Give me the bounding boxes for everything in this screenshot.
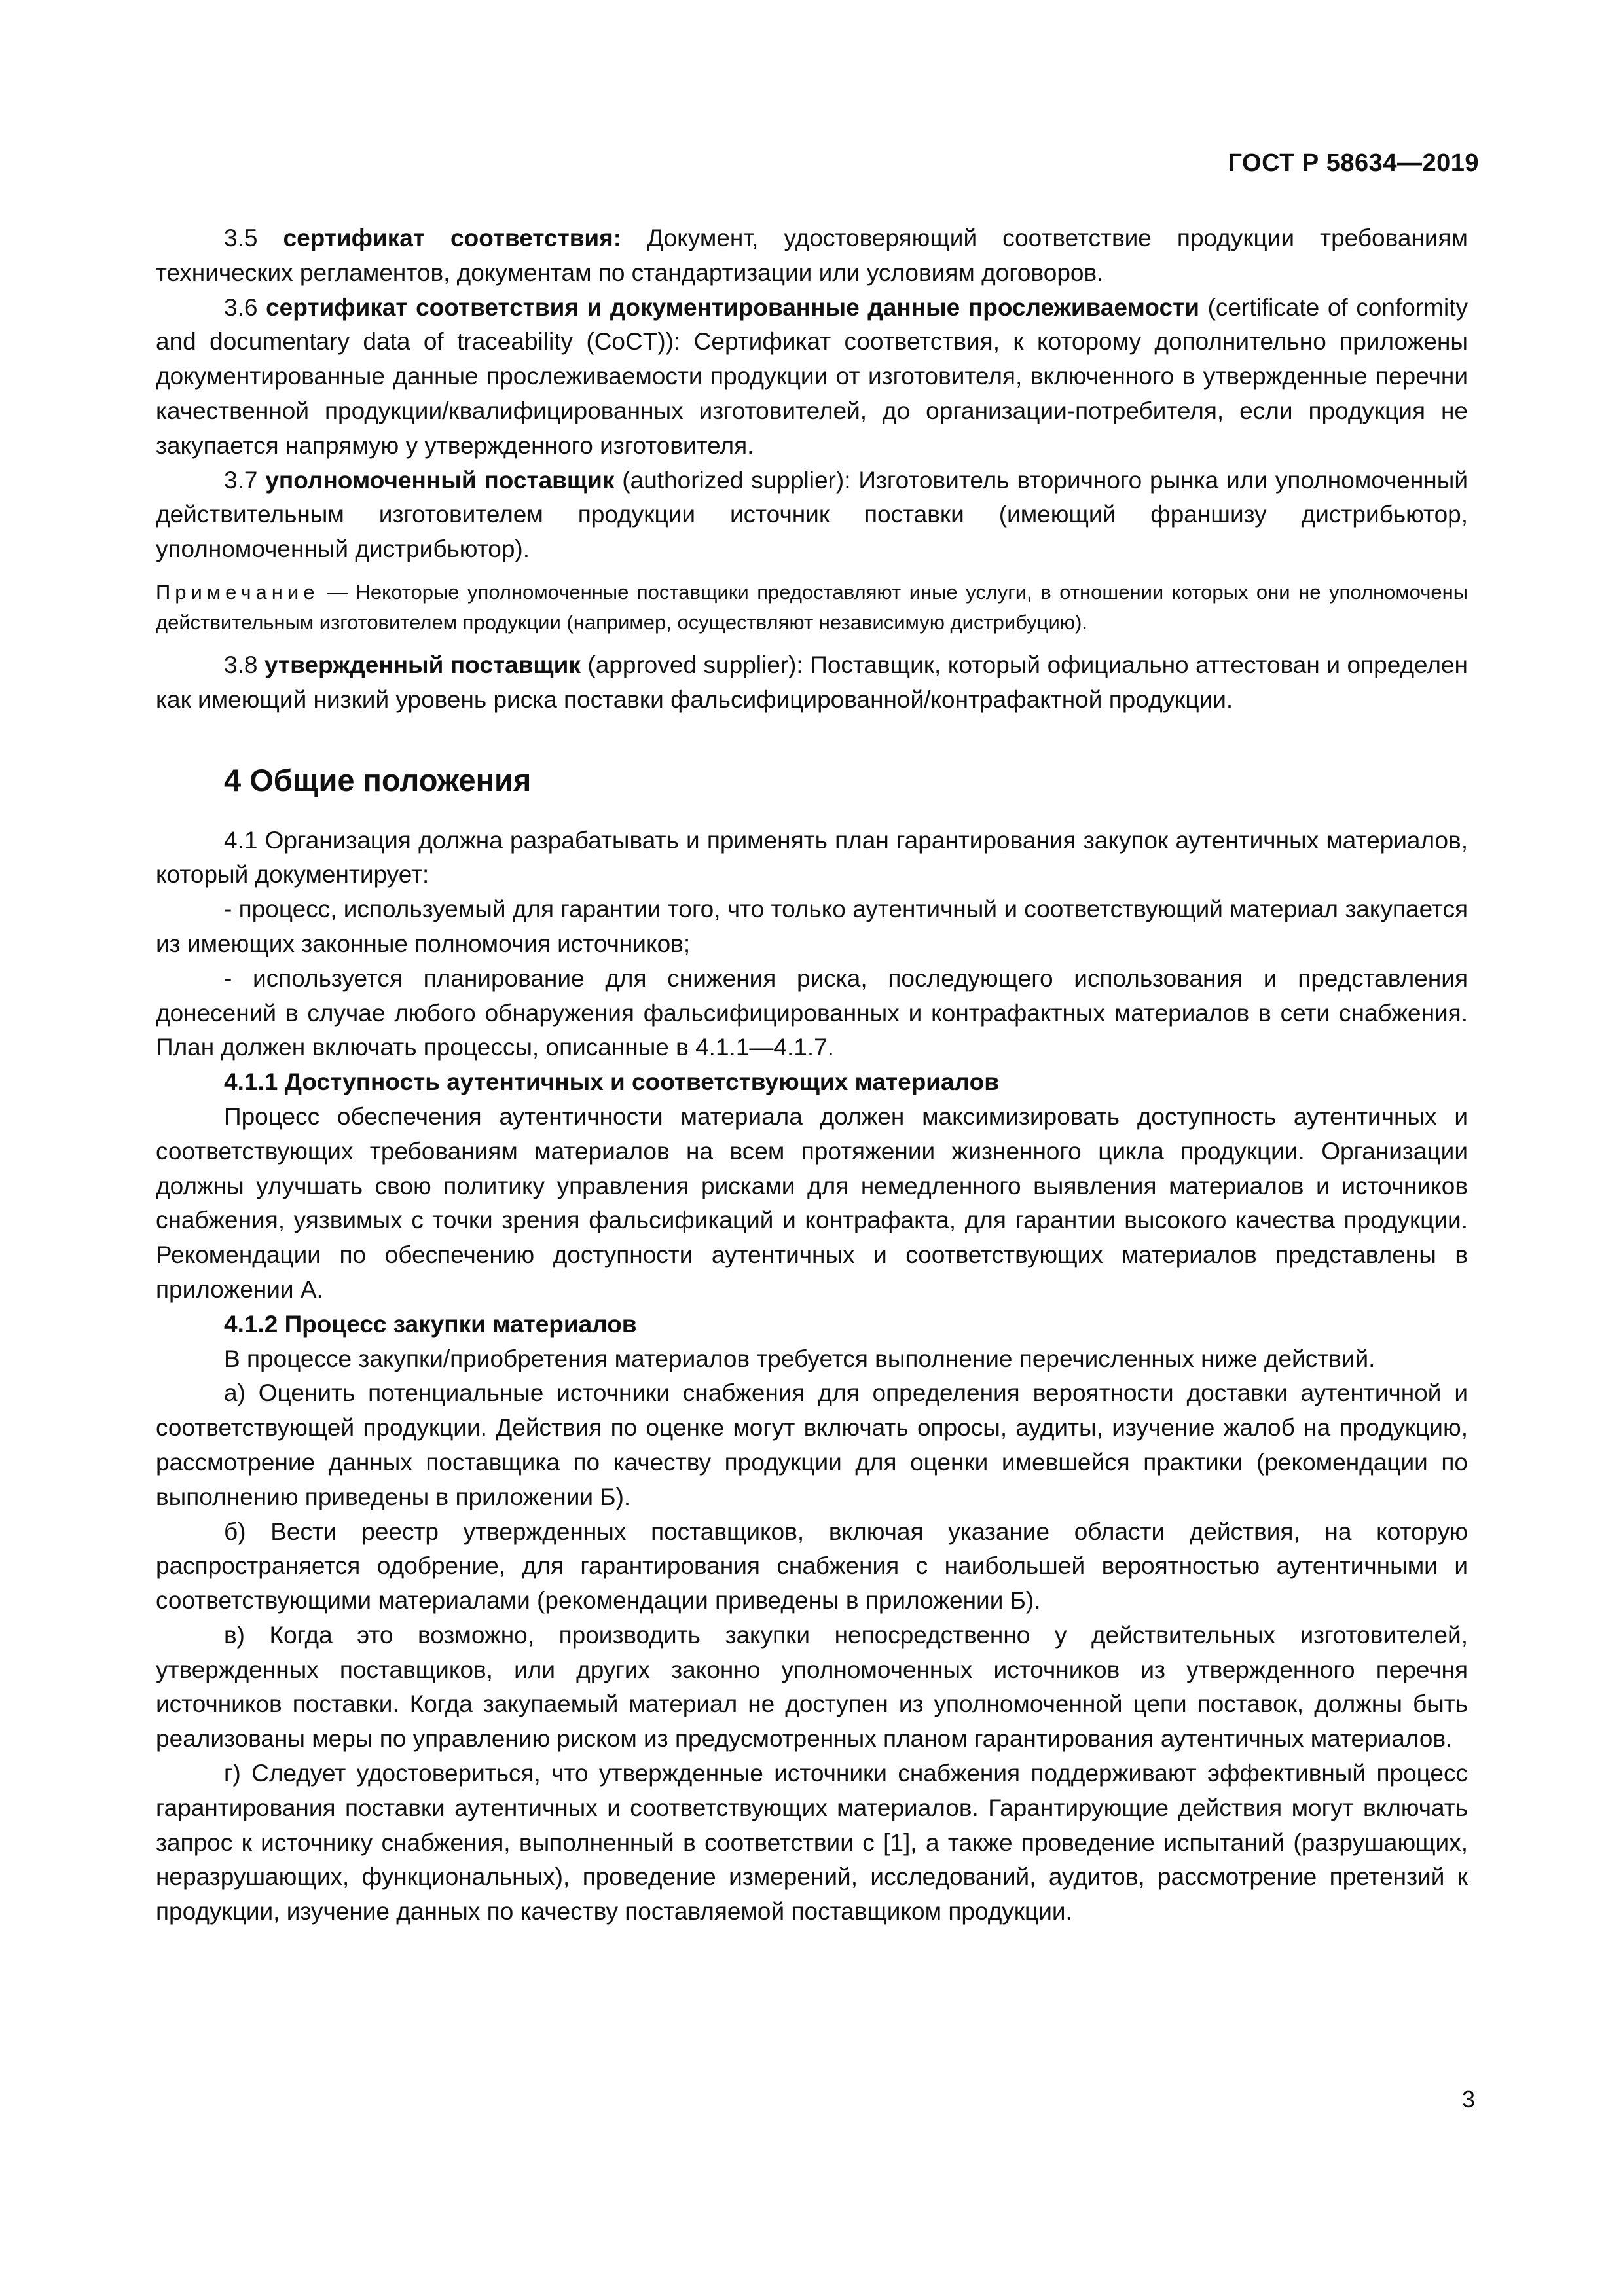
clause-number: 3.7 — [224, 466, 258, 494]
clause-3-7 — [156, 464, 1468, 567]
subsection-4-1-2-intro: В процессе закупки/приобретения материалов требуется выполнение перечисленных ниже действий. — [224, 1345, 1376, 1372]
list-item-b: б) Вести реестр утвержденных поставщиков, включая указание области действия, на которую распространяется одобрение, для гарантирования снабжения с наибольшей вероятностью аутентичными и соответствующими материалами (рекомендации приведены в приложении Б). — [156, 1518, 1468, 1614]
list-item-v: в) Когда это возможно, производить закупки непосредственно у действительных изготовителей, утвержденных поставщиков, или других законно уполномоченных источников из утвержденного перечня источников поставки. Когда закупаемый материал не доступен из уполномоченной цепи поставок, должны быть реализованы меры по управлению риском из предусмотренных планом гарантирования аутентичных материалов. — [156, 1621, 1468, 1753]
clause-number: 3.5 — [224, 225, 258, 251]
clause-number: 3.6 — [224, 293, 258, 321]
clause-3-5 — [156, 221, 1468, 291]
subsection-4-1-1-text: Процесс обеспечения аутентичности материала должен максимизировать доступность аутентичных и соответствующих требованиям материалов на всем протяжении жизненного цикла продукции. Организации должны улучшать свою политику управления рисками для немедленного выявления материалов и источников снабжения, уязвимых с точки зрения фальсификаций и контрафакта, для гарантии высокого качества продукции. Рекомендации по обеспечению доступности аутентичных и соответствующих материалов представлены в приложении А. — [156, 1102, 1468, 1303]
list-item-dash-2: - используется планирование для снижения риска, последующего использования и представления донесений в случае любого обнаружения фальсифицированных и контрафактных материалов в сети снабжения. План должен включать процессы, описанные в 4.1.1—4.1.7. — [156, 964, 1468, 1061]
clause-3-8 — [156, 648, 1468, 718]
definition: (approved supplier): Поставщик, который официально аттестован и определен как имеющий низкий уровень риска поставки фальсифицированной/контрафактной продукции. — [156, 651, 1468, 713]
subsection-4-1-2-title: 4.1.2 Процесс закупки материалов — [224, 1310, 637, 1338]
clause-4-1: 4.1 Организация должна разрабатывать и применять план гарантирования закупок аутентичных материалов, который документирует: — [156, 826, 1468, 888]
note — [156, 577, 1468, 638]
list-item-a: а) Оценить потенциальные источники снабжения для определения вероятности доставки аутентичной и соответствующей продукции. Действия по оценке могут включать опросы, аудиты, изучение жалоб на продукцию, рассмотрение данных поставщика по качеству продукции для оценки имевшейся практики (рекомендации по выполнению приведены в приложении Б). — [156, 1379, 1468, 1510]
definition: (certificate of conformity and documentary data of traceability (CoCT)): Сертификат соответствия, к которому дополнительно приложены документированные данные прослеживаемости продукции от изготовителя, включенного в утвержденные перечни качественной продукции/квалифицированных изготовителей, до организации-потребителя, если продукция не закупается напрямую у утвержденного изготовителя. — [156, 293, 1468, 459]
definition: (authorized supplier): Изготовитель вторичного рынка или уполномоченный действительным изготовителем продукции источник поставки (имеющий франшизу дистрибьютор, уполномоченный дистрибьютор). — [156, 466, 1468, 563]
definition: Документ, удостоверяющий соответствие продукции требованиям технических регламентов, документам по стандартизации или условиям договоров. — [156, 225, 1468, 286]
term: сертификат соответствия и документированные данные прослеживаемости — [266, 293, 1199, 321]
document-code: ГОСТ Р 58634—2019 — [1228, 149, 1479, 177]
term: сертификат соответствия: — [283, 225, 622, 251]
page-number: 3 — [1461, 2086, 1475, 2113]
page-content — [156, 221, 1468, 1929]
clause-number: 3.8 — [224, 651, 258, 678]
subsection-4-1-1-title: 4.1.1 Доступность аутентичных и соответствующих материалов — [224, 1068, 999, 1096]
term: уполномоченный поставщик — [265, 466, 615, 494]
list-item-dash-1: - процесс, используемый для гарантии того, что только аутентичный и соответствующий материал закупается из имеющих законные полномочия источников; — [156, 896, 1468, 957]
section-4-title: 4 Общие положения — [224, 762, 532, 797]
note-label: Примечание — [156, 580, 319, 604]
clause-3-6 — [156, 291, 1468, 464]
term: утвержденный поставщик — [264, 651, 581, 678]
note-text: — Некоторые уполномоченные поставщики предоставляют иные услуги, в отношении которых они не уполномочены действительным изготовителем продукции (например, осуществляют независимую дистрибуцию). — [156, 580, 1468, 634]
list-item-g: г) Следует удостовериться, что утвержденные источники снабжения поддерживают эффективный процесс гарантирования поставки аутентичных и соответствующих материалов. Гарантирующие действия могут включать запрос к источнику снабжения, выполненный в соответствии с [1], а также проведение испытаний (разрушающих, неразрушающих, функциональных), проведение измерений, исследований, аудитов, рассмотрение претензий к продукции, изучение данных по качеству поставляемой поставщиком продукции. — [156, 1760, 1468, 1925]
